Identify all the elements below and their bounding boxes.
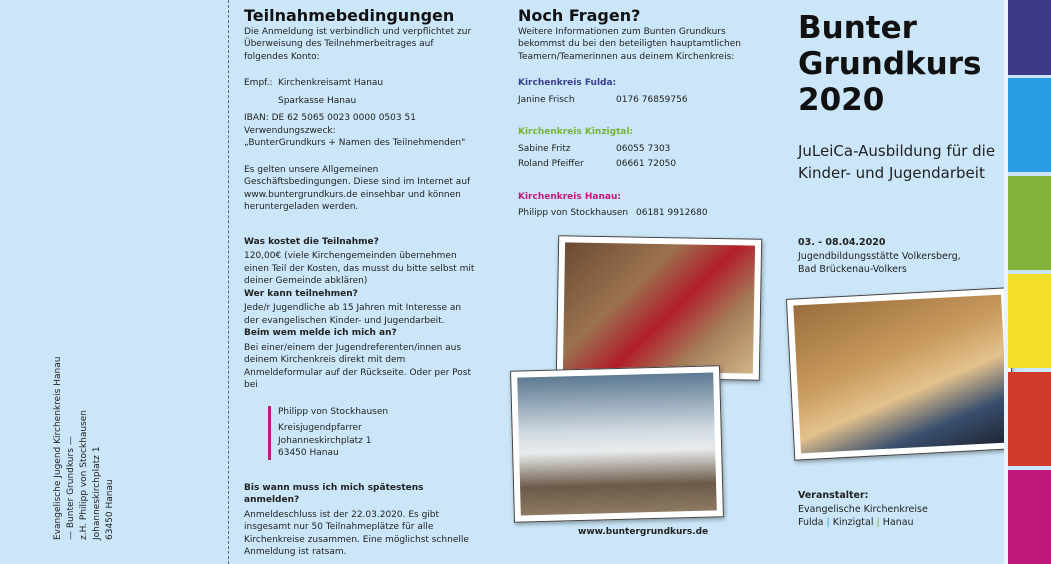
contact-phone: 06181 9912680: [636, 208, 708, 218]
purpose-label: Verwendungszweck:: [244, 125, 336, 136]
organizer-block: [798, 489, 928, 530]
recipient-label: Empf.:: [244, 78, 273, 88]
photo-floor-exercise: [786, 287, 1016, 460]
return-address: [52, 340, 117, 540]
contact-phone: 0176 76859756: [616, 94, 688, 105]
contact-row: [518, 158, 748, 171]
event-details: [798, 236, 961, 277]
contact-row: [518, 143, 748, 156]
address-line: z.H. Philipp von Stockhausen: [79, 410, 89, 540]
questions-heading: Noch Fragen?: [518, 6, 641, 25]
photo-group-activity: [556, 235, 762, 381]
purpose-value: „BunterGrundkurs + Namen des Teilnehmenden": [244, 138, 466, 148]
conditions-column: [244, 6, 476, 559]
organizer-name: Evangelische Kirchenkreise: [798, 503, 928, 515]
contact-line: Johanneskirchplatz 1: [278, 435, 372, 446]
color-strip-blue: [1008, 78, 1051, 172]
questions-column: [518, 6, 748, 220]
color-strip-yellow: [1008, 274, 1051, 368]
contact-row: [518, 94, 748, 107]
group-hanau-heading: Kirchenkreis Hanau:: [518, 191, 621, 202]
contact-name: Philipp von Stockhausen: [518, 208, 629, 218]
cost-text: 120,00€ (viele Kirchengemeinden übernehmen einen Teil der Kosten, das musst du bitte selbst mit deiner Gemeinde abklären): [244, 251, 475, 286]
color-strip-purple: [1008, 0, 1051, 75]
contact-phone: 06661 72050: [616, 159, 677, 169]
bank-name: Sparkasse Hanau: [278, 95, 357, 106]
group-fulda-heading: Kirchenkreis Fulda:: [518, 78, 617, 88]
contact-line: 63450 Hanau: [278, 448, 339, 458]
questions-intro: Weitere Informationen zum Bunten Grundkurs bekommst du bei den beteiligten hauptamtlichen Teamern/Teamerinnen aus deinem Kirchenkreis:: [518, 26, 741, 62]
cover-subtitle: JuLeiCa-Ausbildung für die Kinder- und Jugendarbeit: [798, 142, 996, 182]
contact-line: Kreisjugendpfarrer: [278, 423, 362, 433]
contact-name: Sabine Fritz: [518, 143, 571, 154]
address-line: — Bunter Grundkurs —: [66, 436, 76, 540]
color-strip-red: [1008, 372, 1051, 466]
event-venue: Jugendbildungsstätte Volkersberg,: [798, 250, 961, 262]
address-line: Evangelische Jugend Kirchenkreis Hanau: [53, 356, 63, 540]
organizer-label: Veranstalter:: [798, 490, 869, 501]
contact-phone: 06055 7303: [616, 143, 671, 154]
fold-cut-line: [228, 0, 229, 564]
contact-line: Philipp von Stockhausen: [278, 406, 389, 417]
address-line: 63450 Hanau: [105, 479, 115, 540]
who-text: Jede/r Jugendliche ab 15 Jahren mit Interesse an der evangelischen Kinder- und Jugendarbeit.: [244, 303, 462, 326]
conditions-intro: Die Anmeldung ist verbindlich und verpflichtet zur Überweisung des Teilnehmerbeitrages auf folgendes Konto:: [244, 26, 472, 62]
where-heading: Beim wem melde ich mich an?: [244, 328, 397, 338]
color-strip-green: [1008, 176, 1051, 270]
recipient-value: Kirchenkreisamt Hanau: [278, 78, 384, 88]
iban: IBAN: DE 62 5065 0023 0000 0503 51: [244, 113, 416, 123]
deadline-heading: Bis wann muss ich mich spätestens anmelden?: [244, 482, 424, 505]
terms-text: Es gelten unsere Allgemeinen Geschäftsbedingungen. Diese sind im Internet auf www.buntergrundkurs.de einsehbar und können heruntergeladen werden.: [244, 164, 471, 212]
group-kinzigtal-heading: Kirchenkreis Kinzigtal:: [518, 127, 634, 137]
where-text: Bei einer/einem der Jugendreferenten/innen aus deinem Kirchenkreis direkt mit dem Anmeldeformular auf der Rückseite. Oder per Post bei: [244, 342, 472, 390]
conditions-heading: Teilnahmebedingungen: [244, 6, 455, 25]
cover-title: Bunter Grundkurs 2020: [798, 10, 982, 118]
bank-details: [244, 77, 476, 150]
event-date: 03. - 08.04.2020: [798, 237, 886, 248]
contact-name: Janine Frisch: [518, 94, 575, 105]
who-heading: Wer kann teilnehmen?: [244, 288, 358, 299]
event-venue: Bad Brückenau-Volkers: [798, 264, 907, 275]
contact-row: [518, 207, 748, 220]
contact-box: [268, 406, 476, 460]
color-strip-magenta: [1008, 470, 1051, 564]
deadline-text: Anmeldeschluss ist der 22.03.2020. Es gibt insgesamt nur 50 Teilnahmeplätze für alle Kirchenkreise zusammen. Eine möglichst schnelle Anmeldung ist ratsam.: [244, 509, 469, 557]
address-line: Johanneskirchplatz 1: [92, 446, 102, 540]
cost-heading: Was kostet die Teilnahme?: [244, 236, 379, 247]
photo-room-setup: [510, 365, 724, 522]
contact-name: Roland Pfeiffer: [518, 159, 584, 169]
organizer-regions: Fulda | Kinzigtal | Hanau: [798, 517, 914, 528]
website-url[interactable]: www.buntergrundkurs.de: [578, 527, 709, 537]
